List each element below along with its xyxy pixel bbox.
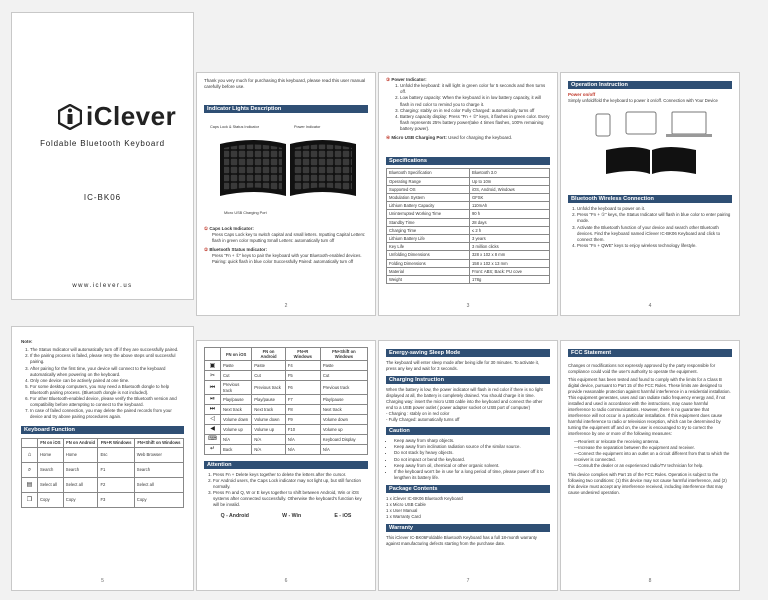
function-cell: F5 (285, 371, 320, 381)
page-number: 7 (466, 578, 470, 584)
spec-row (387, 267, 550, 275)
charging-line-2: - Fully Charged: automatically turns off (386, 417, 460, 422)
spec-value: 328 x 102 x 8 mm (469, 251, 549, 259)
page-number: 6 (284, 578, 288, 584)
spec-value: 3 years (469, 234, 549, 242)
spec-row (387, 251, 550, 259)
attention-list (204, 472, 368, 509)
list-item: • Keep away from sharp objects. (394, 438, 550, 444)
spec-name: Key Life (387, 243, 470, 251)
brand-logo (58, 101, 176, 132)
icon-cell (22, 492, 38, 507)
table-header-cell: FN+R Windows (98, 439, 134, 447)
function-cell: Select all (63, 477, 98, 492)
table-header-cell (205, 348, 221, 361)
section-package-contents: Package Contents (386, 485, 550, 493)
icon-cell (205, 424, 221, 434)
table-row (205, 394, 368, 404)
page-1-cover (11, 12, 194, 300)
page-7-care (378, 340, 558, 591)
list-item: • If the keyboard won't be in use for a long period of time, please power off it to lengthen its battery life. (394, 469, 550, 481)
table-header-cell: FN on Android (63, 439, 98, 447)
table-header-cell: FN+Shift on Windows (320, 348, 367, 361)
function-cell: Esc (98, 447, 134, 462)
website: www.iclever.us (72, 283, 133, 289)
list-item: 3. Press Fn and Q, W or E keys together to shift between Android, Win or iOS systems after connected successfully. Otherwise the keyboard's function key will be invalid. (213, 490, 368, 508)
list-item: 4. Press "Fn + QWE" keys to enjoy wireless technology lifestyle. (577, 243, 732, 249)
icon-cell (22, 477, 38, 492)
function-cell: Select all (134, 477, 183, 492)
section-fcc: FCC Statement (568, 349, 732, 357)
caps-title-text: Caps Lock Indicator: (209, 225, 254, 231)
function-cell: Cut (252, 371, 286, 381)
page-number: 8 (648, 578, 652, 584)
function-cell: Back (221, 444, 252, 454)
fcc-measures (568, 439, 732, 469)
function-cell: N/A (285, 444, 320, 454)
spec-name: Operating Range (387, 177, 470, 185)
spec-value: 158 x 102 x 13 mm (469, 259, 549, 267)
brand-name: iClever (86, 101, 177, 131)
intro-text: Thank you very much for purchasing this keyboard, please read this user manual carefully before use. (204, 78, 366, 90)
spec-value: 28 days (469, 218, 549, 226)
page-5-keyboard-function (11, 326, 194, 591)
function-cell: Next track (320, 404, 367, 414)
list-item: • Do not stack by heavy objects. (394, 450, 550, 456)
fcc-para-3: This device complies with Part 15 of the FCC Rules. Operation is subject to the following two conditions: (1) this device may not cause harmful interference, and (2) this device must accept any interference received, including interference that may cause undesired operation. (568, 472, 727, 495)
charging-text: When the battery is low, the power indicator will flash in red color if there is no light displayed at all, the battery is completely drained. You should charge it in time. Charging way: insert the micro USB cable into the keyboard and connect the other end to a USB power outlet ( power adapter socket or USB port of computer) (386, 387, 543, 410)
function-cell: Home (63, 447, 98, 462)
section-caution: Caution (386, 427, 550, 435)
icon-cell (205, 444, 221, 454)
keyboard-function-table-1 (21, 438, 184, 507)
bt-status-text-2: Pairing: quick flash in blue color Successfully Paired: automatically turn off (212, 259, 354, 265)
table-row (205, 371, 368, 381)
volume-up-icon: ◀ (210, 426, 215, 433)
fcc-measure: —Connect the equipment into an outlet on a circuit different from that to which the receiver is connected. (574, 451, 730, 462)
page-4-operation (560, 72, 740, 316)
page-number: 5 (101, 578, 104, 584)
devices-illustration-icon (576, 110, 726, 180)
table-row (205, 404, 368, 414)
table-row (205, 361, 368, 371)
function-cell: Copy (63, 492, 98, 507)
list-item: 2. For Android users, the Caps Lock indicator may not light up, but still function normally. (213, 478, 368, 490)
play-pause-icon: ⏯ (210, 396, 215, 403)
page-2-indicator-lights (196, 72, 376, 316)
power-indicator-list (386, 83, 550, 132)
table-row (205, 424, 368, 434)
section-sleep-mode: Energy-saving Sleep Mode (386, 349, 550, 357)
spec-value: 178g (469, 275, 549, 283)
next-track-icon: ⏭ (209, 406, 216, 413)
function-cell: N/A (285, 434, 320, 444)
table-row (22, 477, 184, 492)
list-item: 3. Charging: stably on in red color Fully Charged: automatically turns off (400, 108, 550, 114)
function-cell: F7 (285, 394, 320, 404)
usb-title-text: Micro USB Charging Port: (391, 135, 447, 141)
function-cell: Play/pause (252, 394, 286, 404)
function-cell: Web Browser (134, 447, 183, 462)
spec-value: Front: ABS; Back: PU cove (469, 267, 549, 275)
page-number: 2 (284, 303, 288, 309)
list-item: • Keep away from oil, chemical or other organic solvent. (394, 463, 550, 469)
section-indicator-lights: Indicator Lights Description (204, 105, 368, 113)
function-cell: Paste (320, 361, 367, 371)
function-cell: Volume up (221, 424, 252, 434)
fcc-para-1: Changes or modifications not expressly approved by the party responsible for compliance could void the user's authority to operate the equipment. (568, 363, 716, 374)
shortcut-ios: E - iOS (334, 513, 352, 520)
function-cell: Select all (38, 477, 64, 492)
spec-value: 90 h (469, 210, 549, 218)
table-row (205, 414, 368, 424)
icon-cell (205, 404, 221, 414)
paste-icon: ▣ (209, 362, 216, 369)
function-cell: Paste (221, 361, 252, 371)
list-item: 4. Only one device can be actively paired at one time. (30, 378, 184, 384)
function-cell: N/A (252, 434, 286, 444)
spec-name: Charging Time (387, 226, 470, 234)
spec-name: Unfolding Dimensions (387, 251, 470, 259)
spec-row (387, 169, 550, 177)
table-header-cell: FN+Shift on Windows (134, 439, 183, 447)
package-item: 1 x iClever IC-BK06 Bluetooth Keyboard (386, 496, 463, 502)
shortcut-android: Q - Android (220, 513, 249, 520)
label-power: Power Indicator (294, 124, 321, 129)
iclever-logo-icon (58, 104, 82, 130)
function-cell: Copy (134, 492, 183, 507)
page-3-specifications (378, 72, 558, 316)
function-cell: N/A (221, 434, 252, 444)
table-row (205, 434, 368, 444)
page-6-attention (196, 340, 376, 591)
function-cell: F1 (98, 462, 134, 477)
spec-value: ≤ 2 h (469, 226, 549, 234)
table-header-cell (22, 439, 38, 447)
spec-value: 3 million clicks (469, 243, 549, 251)
function-cell: N/A (320, 444, 367, 454)
list-item: 4. Battery capacity display: Press "Fn + ②" keys, it flashes in green color. Every flash represents 25% battery power(take 4 times flashes, 100% remaining battery power). (400, 114, 550, 132)
list-item: • Keep away from inclination radiation source of the similar source. (394, 444, 550, 450)
function-cell: Search (38, 462, 64, 477)
function-cell: Keyboard Display (320, 434, 367, 444)
list-item: 1. Unfold the keyboard: it will light in green color for 5 seconds and then turns off. (400, 83, 550, 95)
spec-name: Lithium Battery Capacity (387, 202, 470, 210)
icon-cell (22, 462, 38, 477)
power-marker-icon: ③ (386, 77, 391, 82)
sleep-text: The keyboard will enter sleep mode after being idle for 30 minutes. To activate it, press any key and wait for 3 seconds. (386, 360, 540, 371)
function-cell: F8 (285, 404, 320, 414)
list-item: 7. In case of failed connection, you may delete the paired records from your device and try above pairing procedures again. (30, 408, 184, 420)
icon-cell (205, 414, 221, 424)
function-cell: Search (134, 462, 183, 477)
function-cell: Previous track (221, 381, 252, 394)
spec-row (387, 275, 550, 283)
fcc-measure: —Increase the separation between the equipment and receiver. (574, 445, 695, 450)
function-cell: Previous track (320, 381, 367, 394)
list-item: • Do not impact or bend the keyboard. (394, 457, 550, 463)
function-cell: Previous track (252, 381, 286, 394)
list-item: 1. The Status Indicator will automatically turn off if they are successfully paired. (30, 347, 184, 353)
list-item: 1. Unfold the keyboard to power on it. (577, 206, 732, 212)
spec-row (387, 177, 550, 185)
bt-status-text-1: Press "Fn + ①" keys to pair the keyboard with your Bluetooth-enabled devices. (212, 253, 362, 259)
list-item: 2. Press "Fn + ①" keys, the Status Indicator will flash in blue color to enter pairing mode. (577, 212, 732, 224)
package-item: 1 x User Manual (386, 508, 418, 514)
function-cell: Next track (221, 404, 252, 414)
function-cell: Cut (320, 371, 367, 381)
function-cell: F10 (285, 424, 320, 434)
label-caps-lock: Caps Lock & Status Indicator (210, 124, 259, 129)
function-cell: Play/pause (221, 394, 252, 404)
caps-lock-marker-icon: ① (204, 225, 209, 231)
function-cell: Copy (38, 492, 64, 507)
spec-name: Weight (387, 275, 470, 283)
spec-row (387, 234, 550, 242)
list-item: 6. For other Bluetooth-enabled device, please verify the Bluetooth version and compatibility before attempting to connect to the keyboard. (30, 396, 184, 408)
table-row (22, 462, 184, 477)
package-item: 1 x Warranty Card (386, 514, 421, 520)
usb-marker-icon: ④ (386, 135, 391, 141)
function-cell: Next track (252, 404, 286, 414)
spec-value: 110mAh (469, 202, 549, 210)
table-header-cell: FN+R Windows (285, 348, 320, 361)
page-8-fcc (560, 340, 740, 591)
function-cell: F3 (98, 492, 134, 507)
spec-name: Uninterrupted Working Time (387, 210, 470, 218)
table-row (205, 444, 368, 454)
table-header-row (205, 348, 368, 361)
spec-value: iOS, Android, Windows (469, 185, 549, 193)
bluetooth-steps-list (568, 206, 732, 249)
section-bluetooth-connection: Bluetooth Wireless Connection (568, 195, 732, 203)
spec-value: GFSK (469, 193, 549, 201)
table-row (22, 447, 184, 462)
section-attention: Attention (204, 461, 368, 469)
list-item: 2. If the pairing process is failed, please retry the above steps until successful pairing. (30, 353, 184, 365)
spec-value: Up to 10m (469, 177, 549, 185)
page-number: 4 (648, 303, 652, 309)
icon-cell (205, 381, 221, 394)
system-shortcuts (204, 513, 368, 519)
spec-name: Bluetooth Specification (387, 169, 470, 177)
cut-icon: ✂ (209, 372, 216, 379)
icon-cell (205, 371, 221, 381)
icon-cell (22, 447, 38, 462)
spec-name: Material (387, 267, 470, 275)
charging-line-1: - Charging : stably on in red color (386, 411, 450, 416)
usb-text: Used for charging the keyboard. (448, 135, 513, 141)
table-header-row (22, 439, 184, 447)
spec-row (387, 218, 550, 226)
spec-name: Modulation System (387, 193, 470, 201)
function-cell: N/A (252, 444, 286, 454)
caution-list (386, 438, 550, 481)
home-icon: ⌂ (27, 451, 32, 458)
function-cell: Volume down (320, 414, 367, 424)
list-item: 3. Activate the Bluetooth function of your device and search other Bluetooth devices. Find the keyboard named iClever IC-BK06 Keyboard and click to connect them. (577, 225, 732, 243)
spec-name: Folding Dimensions (387, 259, 470, 267)
spec-row (387, 210, 550, 218)
section-specifications: Specifications (386, 157, 550, 165)
select-all-icon: ▤ (26, 481, 33, 488)
caps-lock-text: Press Caps Lock key to switch capital and small letters. Inputting Capital Letters: flash in green color Inputting Small Letters: automatically turn off (212, 231, 366, 243)
function-cell: Play/pause (320, 394, 367, 404)
icon-cell (205, 394, 221, 404)
table-header-cell: FN on iOS (221, 348, 252, 361)
section-keyboard-function: Keyboard Function (21, 426, 184, 434)
fcc-measure: —Reorient or relocate the receiving antenna. (574, 439, 660, 444)
list-item: 3. After pairing for the first time, your device will connect to the keyboard automatically when powering on the keyboard. (30, 366, 184, 378)
power-on-off-text: Simply unfold/fold the keyboard to power it on/off. Connection with Your Device (568, 98, 718, 104)
function-cell: Volume up (252, 424, 286, 434)
keyboard-illustration-area (204, 116, 368, 224)
table-row (22, 492, 184, 507)
icon-cell (205, 434, 221, 444)
spec-row (387, 202, 550, 210)
function-cell: Cut (221, 371, 252, 381)
function-cell: Volume up (320, 424, 367, 434)
function-cell: Paste (252, 361, 286, 371)
label-micro-usb: Micro USB Charging Port (224, 210, 267, 215)
note-title: Note: (21, 339, 33, 344)
power-on-off-title: Power on/off (568, 92, 596, 97)
usb-port-line (386, 135, 550, 141)
keyboard-function-table-2 (204, 347, 368, 455)
shortcut-windows: W - Win (282, 513, 302, 520)
function-cell: Home (38, 447, 64, 462)
function-cell: Volume down (252, 414, 286, 424)
table-header-cell: FN on Android (252, 348, 286, 361)
list-item: 5. For some desktop computers, you may need a Bluetooth dongle to help Bluetooth pairing process. (Bluetooth dongle is not included). (30, 384, 184, 396)
spec-value: Bluetooth 3.0 (469, 169, 549, 177)
function-cell: F2 (98, 477, 134, 492)
list-item: 1. Press Fn + Delete keys together to delete the letters after the cursor. (213, 472, 368, 478)
spec-row (387, 243, 550, 251)
function-cell: Search (63, 462, 98, 477)
spec-row (387, 226, 550, 234)
icon-cell (205, 361, 221, 371)
model-number: IC-BK06 (83, 193, 122, 202)
previous-track-icon: ⏮ (209, 384, 216, 391)
specifications-table (386, 168, 550, 284)
function-cell: F6 (285, 381, 320, 394)
table-header-cell: FN on iOS (38, 439, 64, 447)
bt-marker-icon: ② (204, 246, 209, 252)
spec-row (387, 259, 550, 267)
page-number: 3 (466, 303, 470, 309)
back-icon: ↵ (209, 446, 216, 453)
package-item: 1 x Micro USB Cable (386, 502, 426, 508)
spec-name: Standby Time (387, 218, 470, 226)
section-charging: Charging Instruction (386, 376, 550, 384)
list-item: 2. Low battery capacity: When the keyboard is in low battery capacity, it will flash in red color to remind you to charge it. (400, 95, 550, 107)
table-row (205, 381, 368, 394)
search-icon: ⌕ (27, 466, 32, 473)
function-cell: F4 (285, 361, 320, 371)
spec-name: Supported OS (387, 185, 470, 193)
section-operation: Operation Instruction (568, 81, 732, 89)
keyboard-icon (214, 134, 362, 204)
section-warranty: Warranty (386, 524, 550, 532)
function-cell: Volume down (221, 414, 252, 424)
product-name: Foldable Bluetooth Keyboard (40, 139, 165, 148)
keyboard-icon: ⌨ (208, 436, 217, 443)
power-title-text: Power Indicator: (391, 77, 427, 82)
spec-row (387, 185, 550, 193)
function-cell: F9 (285, 414, 320, 424)
warranty-text: This iClever IC-BK06Foldable Bluetooth Keyboard has a full 18-month warranty against manufacturing defects starting from the purchase date. (386, 535, 537, 547)
fcc-measure: —Consult the dealer or an experienced radio/TV technician for help. (574, 463, 704, 468)
copy-icon: ❐ (26, 496, 33, 503)
fcc-para-2: This equipment has been tested and found to comply with the limits for a Class B digital device, pursuant to Part 15 of the FCC Rules. These limits are designed to provide reasonable protection against harmful interference in a residential installation. This equipment generates, uses and can radiate radio frequency energy and, if not installed and used in accordance with the instructions, may cause harmful interference to radio communications. However, there is no guarantee that interference will not occur in a particular installation. If this equipment does cause harmful interference to radio or television reception, which can be determined by turning the equipment off and on, the user is encouraged to try to correct the interference by one or more of the following measures: (568, 377, 731, 436)
notes-list (21, 347, 184, 420)
bt-title-text: Bluetooth Status Indicator: (209, 246, 268, 252)
spec-row (387, 193, 550, 201)
volume-down-icon: ◁ (210, 416, 215, 423)
package-list (386, 496, 550, 520)
spec-name: Lithium Battery Life (387, 234, 470, 242)
